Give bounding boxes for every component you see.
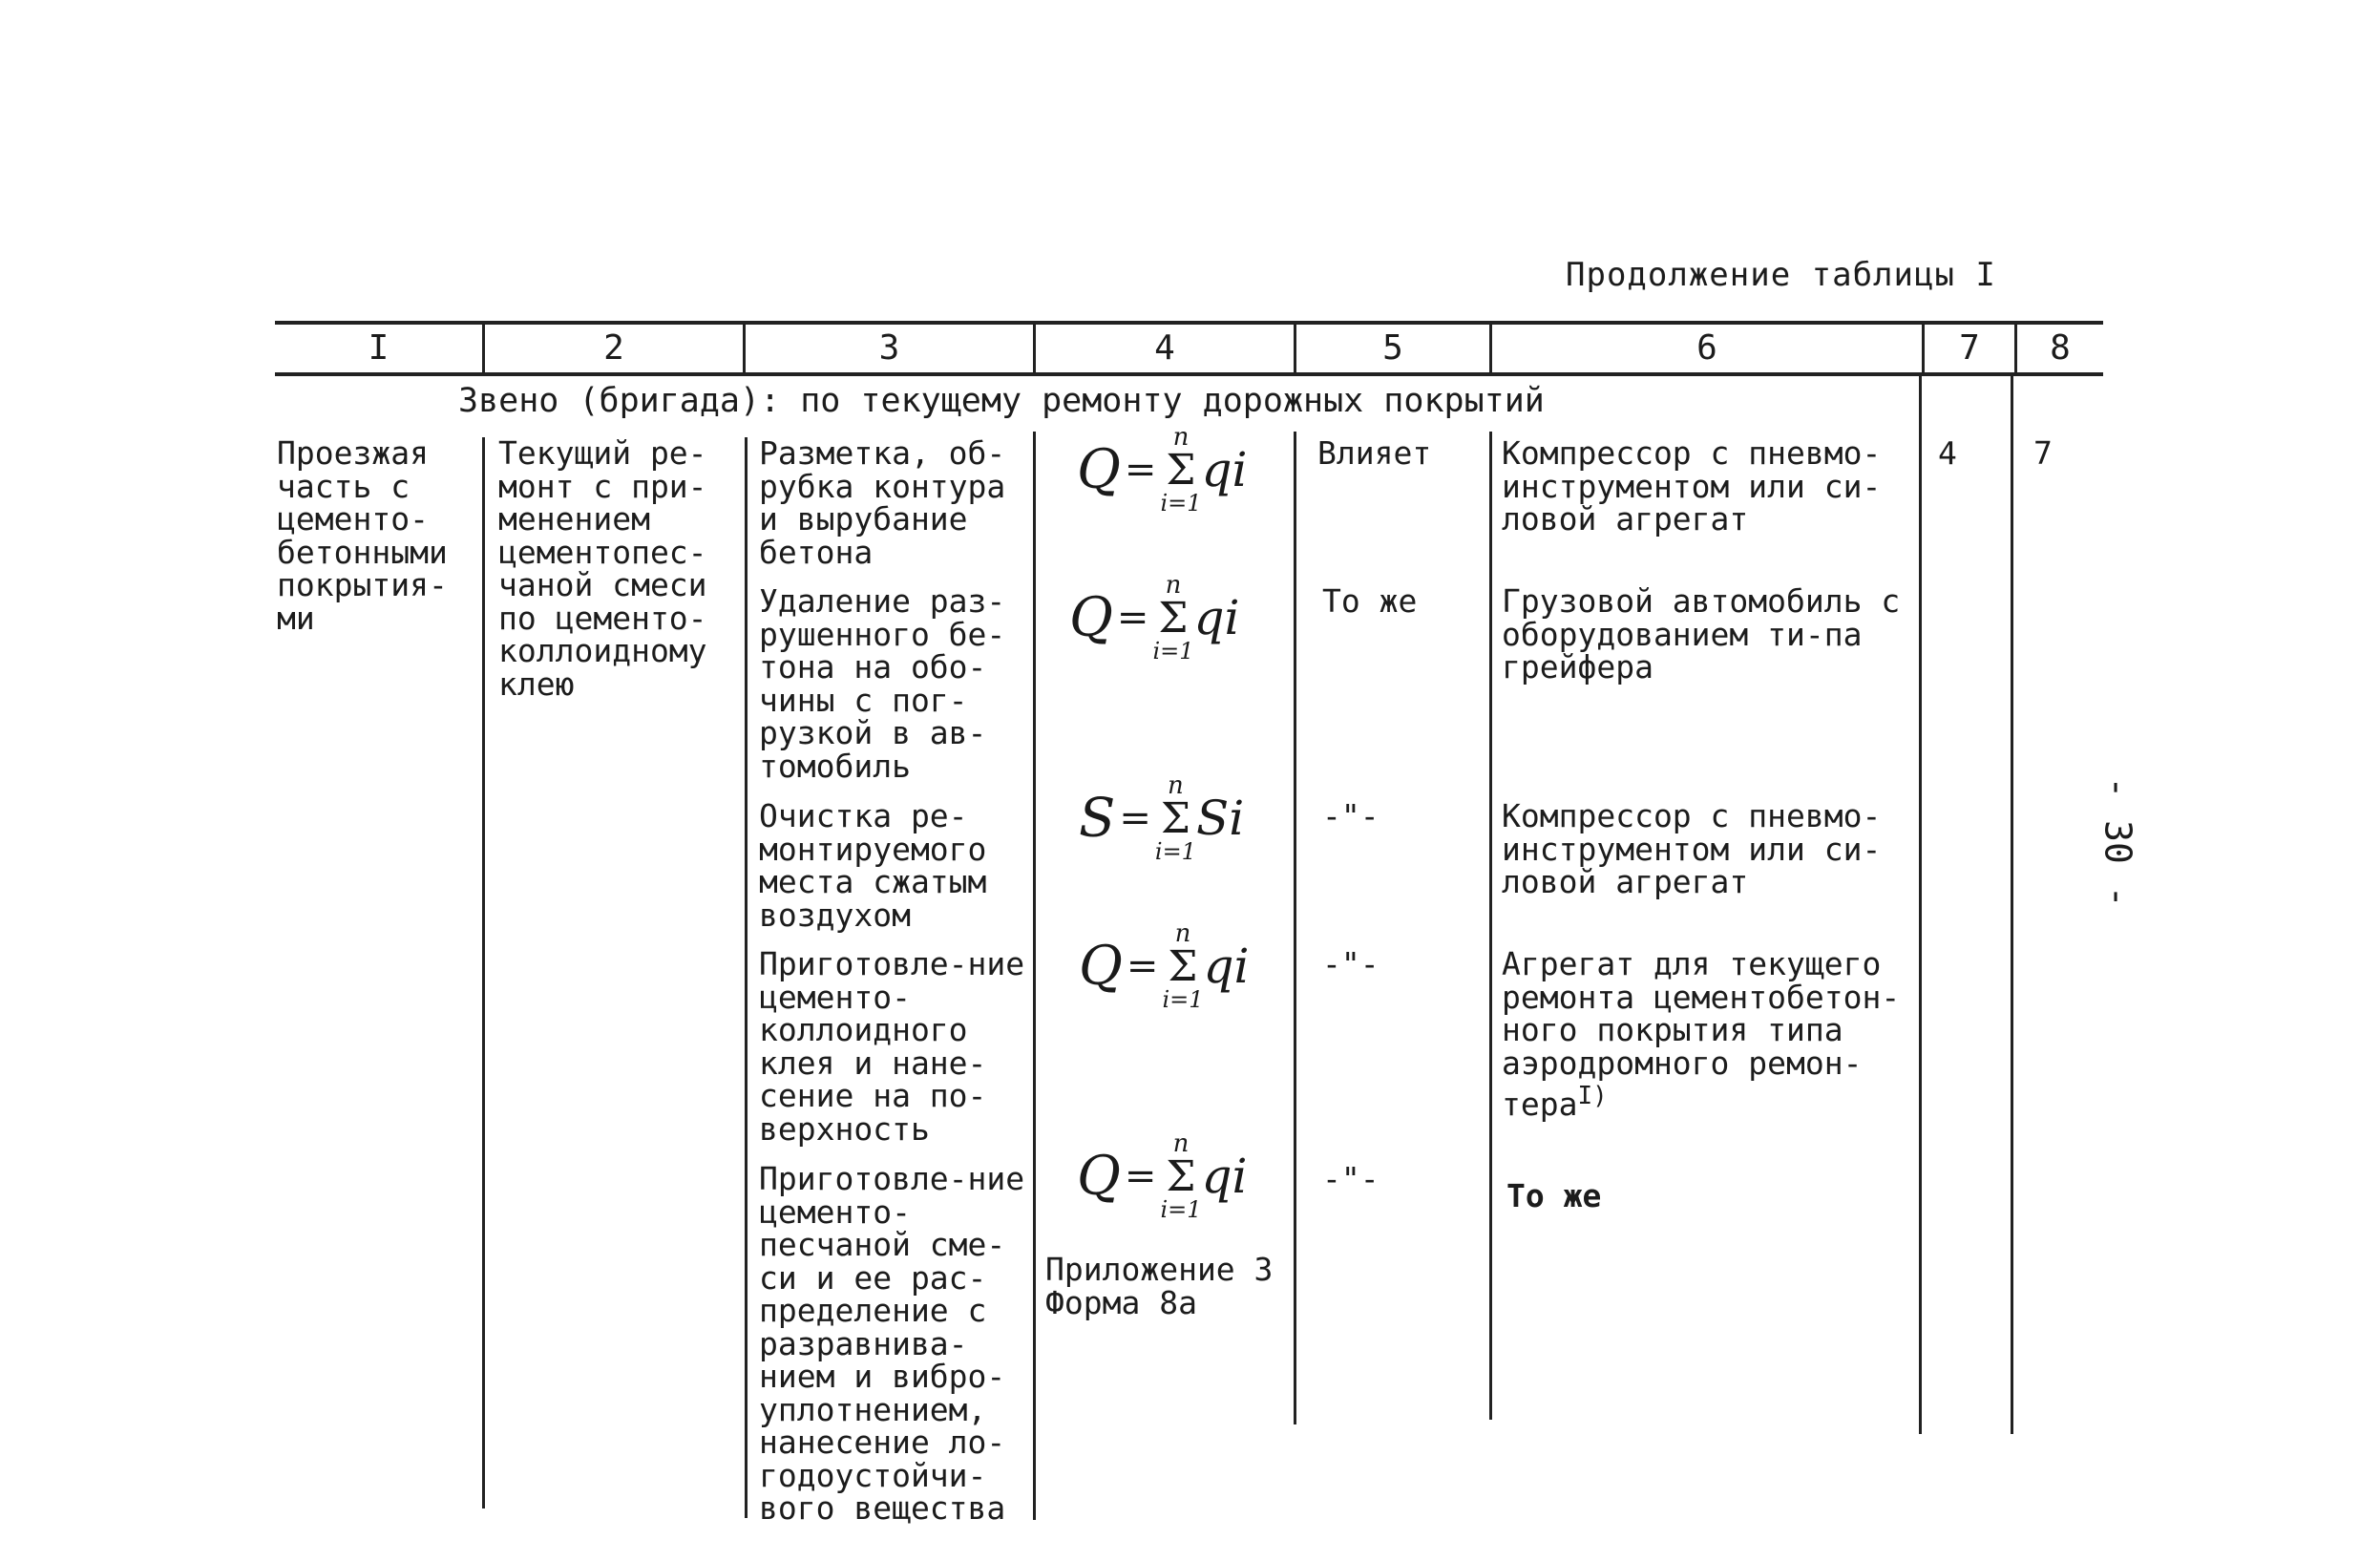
header-col-2: 2: [603, 328, 624, 368]
influence-cell: -"-: [1322, 1160, 1380, 1197]
col8-value: 7: [2033, 434, 2053, 472]
formula: Q = n Σ i=1 qi: [1077, 423, 1248, 517]
body-divider: [1033, 432, 1036, 1520]
influence-cell: -"-: [1322, 945, 1380, 982]
header-col-1: I: [368, 328, 390, 368]
footnote-mark: I): [1577, 1082, 1608, 1110]
equipment-cell: Компрессор с пневмо-инструментом или си-ловой агрегат: [1502, 797, 1882, 900]
formula: Q = n Σ i=1 qi: [1069, 571, 1240, 664]
equipment-cell: То же: [1506, 1177, 1602, 1214]
equipment-cell: [1502, 945, 1912, 1123]
section-band-title: Звено (бригада): по текущему ремонту дорожных покрытий: [458, 382, 1545, 420]
work-cell: Приготовле-ние цементо-песчаной сме-си и ее рас-пределение с разравнива-нием и вибро-уплотнением, нанесение ло-годоустойчи-вого вещества: [759, 1160, 1025, 1527]
body-divider: [1919, 374, 1922, 1434]
header-col-5: 5: [1382, 328, 1403, 368]
header-col-6: 6: [1696, 328, 1717, 368]
work-cell: Удаление раз-рушенного бе-тона на обо-чины с пог-рузкой в ав-томобиль: [759, 582, 1006, 785]
influence-cell: То же: [1322, 582, 1418, 620]
formula: S = n Σ i=1 Si: [1079, 771, 1245, 865]
header-col-3: 3: [878, 328, 900, 368]
header-col-8: 8: [2050, 328, 2071, 368]
work-cell: Разметка, об-рубка контура и вырубание бетона: [759, 434, 1006, 571]
col7-value: 4: [1938, 434, 1957, 472]
table-top-rule: [275, 321, 2103, 325]
body-divider: [745, 437, 748, 1518]
influence-cell: -"-: [1322, 797, 1380, 834]
table-header-rule: [275, 372, 2103, 376]
equipment-cell: Компрессор с пневмо-инструментом или си-ловой агрегат: [1502, 434, 1882, 538]
header-col-4: 4: [1154, 328, 1175, 368]
table-caption: Продолжение таблицы I: [1566, 256, 1996, 294]
object-cell: Проезжая часть с цементо-бетонными покрытия-ми: [277, 434, 448, 637]
body-divider: [1294, 432, 1296, 1424]
body-divider: [1489, 432, 1492, 1420]
equipment-cell: Грузовой автомобиль с оборудованием ти-па грейфера: [1502, 582, 1901, 686]
equipment-text: Агрегат для текущего ремонта цементобетон-ного покрытия типа аэродромного ремон-тера: [1502, 945, 1901, 1123]
appendix-reference: Приложение 3 Форма 8а: [1045, 1251, 1274, 1321]
formula: Q = n Σ i=1 qi: [1079, 919, 1250, 1013]
body-divider: [2011, 374, 2013, 1434]
header-col-7: 7: [1959, 328, 1980, 368]
body-divider: [482, 437, 485, 1508]
formula: Q = n Σ i=1 qi: [1077, 1129, 1248, 1223]
influence-cell: Влияет: [1317, 434, 1432, 472]
page-number: - 30 -: [2096, 776, 2139, 908]
work-cell: Приготовле-ние цементо-коллоидного клея и нане-сение на по-верхность: [759, 945, 1025, 1148]
repair-type-cell: Текущий ре-монт с при-менением цементопес-чаной смеси по цементо-коллоидному клею: [498, 434, 707, 703]
work-cell: Очистка ре-монтируемого места сжатым воздухом: [759, 797, 987, 934]
